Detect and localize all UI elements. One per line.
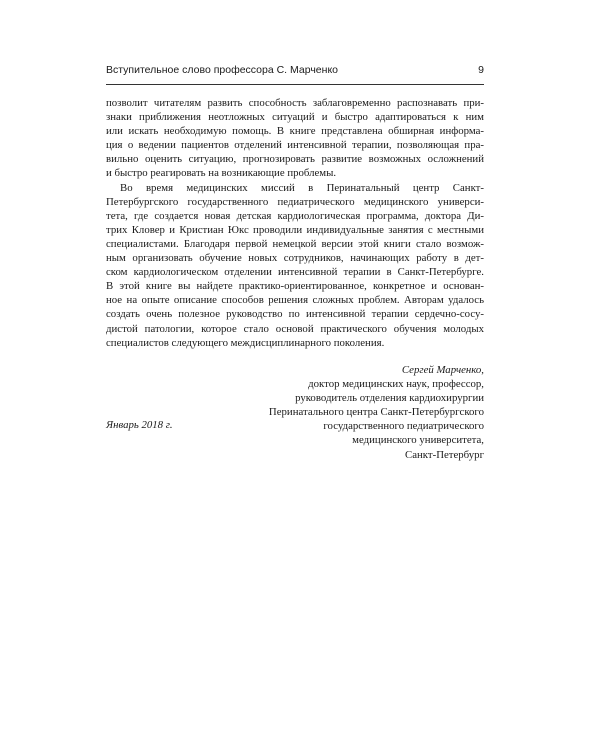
running-header bbox=[106, 64, 484, 82]
author-name-comma: , bbox=[481, 364, 484, 376]
text-line: создать очень полезное руководство по интенсивной терапии сердечно-сосу- bbox=[106, 308, 484, 321]
text-line: знаки приближения неотложных ситуаций и быстро адаптироваться к ним bbox=[106, 111, 484, 124]
text-line: тета, где создается новая детская кардиологическая программа, доктора Ди- bbox=[106, 209, 484, 222]
author-title-line: медицинского университета, bbox=[352, 434, 484, 447]
text-line: В этой книге вы найдете практико-ориентированное, конкретное и основан- bbox=[106, 280, 484, 293]
author-title-line: Перинатального центра Санкт-Петербургского bbox=[268, 406, 484, 419]
text-line: или искать необходимую помощь. В книге представлена обширная информа- bbox=[106, 125, 484, 138]
text-line: Петербургского государственного педиатрического медицинского универси- bbox=[106, 195, 484, 208]
text-line: ное на опыте описание способов решения сложных проблем. Авторам удалось bbox=[106, 294, 484, 307]
paragraph-2 bbox=[106, 181, 484, 350]
author-city: Санкт-Петербург bbox=[405, 448, 484, 461]
text-line: специалистов следующего междисциплинарного поколения. bbox=[106, 336, 385, 349]
text-line: Во время медицинских миссий в Перинатальный центр Санкт- bbox=[120, 181, 484, 194]
date-line: Январь 2018 г. bbox=[106, 419, 173, 431]
author-title-line: доктор медицинских наук, профессор, bbox=[308, 378, 484, 391]
author-name: Сергей Марченко bbox=[401, 364, 482, 376]
text-line: вильно оценить ситуацию, прогнозировать развитие возможных осложнений bbox=[106, 153, 484, 166]
text-line: ском кардиологическом отделении интенсивной терапии в Санкт-Петербурге. bbox=[106, 266, 484, 279]
paragraph-1 bbox=[106, 96, 484, 181]
running-header-title: Вступительное слово профессора С. Марченко bbox=[106, 64, 338, 76]
text-line: и быстро реагировать на возникающие проблемы. bbox=[106, 167, 337, 180]
body-text bbox=[106, 96, 484, 350]
text-line: дистой патологии, которое стало основой практического обучения молодых bbox=[106, 322, 484, 335]
text-line: позволит читателям развить способность заблаговременно распознавать при- bbox=[106, 97, 484, 109]
header-rule bbox=[106, 84, 484, 85]
text-line: ным организовать обучение новых сотрудников, начинающих работу в дет- bbox=[106, 252, 484, 265]
page-number: 9 bbox=[478, 64, 484, 76]
text-line: трих Кловер и Кристиан Юкс проводили индивидуальные занятия с местными bbox=[106, 223, 484, 236]
author-title-line: руководитель отделения кардиохирургии bbox=[295, 392, 484, 405]
text-line: ция о ведении пациентов отделений интенсивной терапии, позволяющая пра- bbox=[106, 139, 484, 152]
text-line: специалистами. Благодаря первой немецкой версии этой книги стало возмож- bbox=[106, 237, 484, 250]
signature-block bbox=[269, 363, 484, 462]
author-title-line: государственного педиатрического bbox=[323, 420, 484, 433]
